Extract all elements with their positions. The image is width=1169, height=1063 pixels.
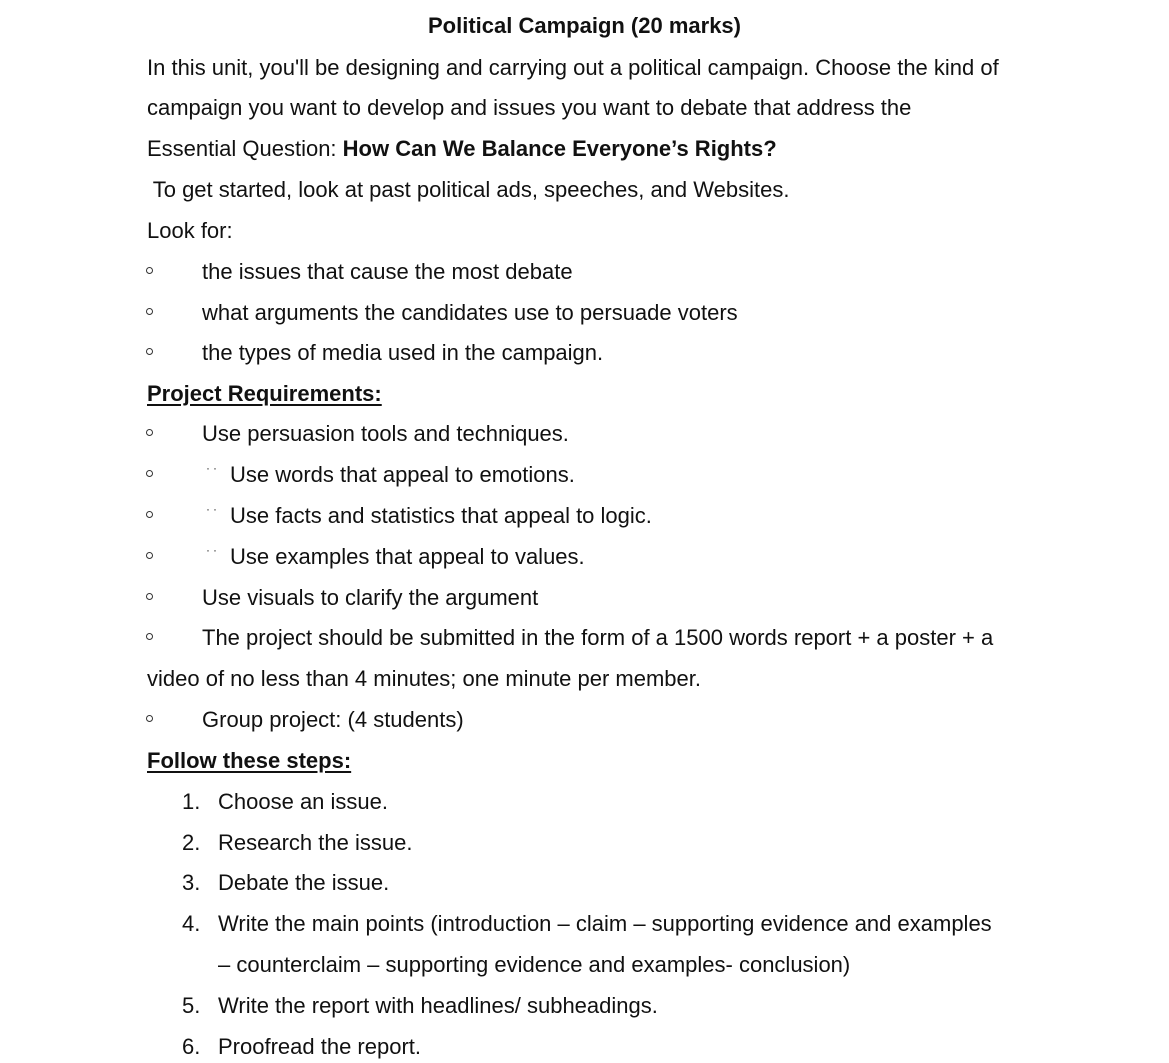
sub-bullet-marker: ·· <box>206 461 220 475</box>
step-text: Write the report with headlines/ subheadings. <box>218 993 658 1018</box>
requirement-sub-text: Use words that appeal to emotions. <box>230 462 575 487</box>
intro-line-4: To get started, look at past political ads, speeches, and Websites. <box>147 177 790 202</box>
step-text: Proofread the report. <box>218 1034 422 1059</box>
step-item <box>0 1033 1169 1061</box>
bullet-icon <box>146 633 153 640</box>
requirement-item <box>0 584 1169 612</box>
bullet-icon <box>146 348 153 355</box>
essential-question-line <box>147 135 777 163</box>
requirement-text: The project should be submitted in the form of a 1500 words report + a poster + a <box>202 625 994 650</box>
bullet-icon <box>146 511 153 518</box>
requirement-sub-item <box>0 543 1169 571</box>
bullet-icon <box>146 715 153 722</box>
requirement-text: Use persuasion tools and techniques. <box>202 421 569 446</box>
step-text: Debate the issue. <box>218 870 390 895</box>
requirement-sub-item <box>0 502 1169 530</box>
bullet-icon <box>146 470 153 477</box>
list-item-text: what arguments the candidates use to persuade voters <box>202 300 738 325</box>
bullet-icon <box>146 308 153 315</box>
requirement-item <box>0 706 1169 734</box>
sub-bullet-marker: ·· <box>206 543 220 557</box>
requirement-item <box>0 624 1169 652</box>
follow-steps-heading: Follow these steps: <box>147 748 352 773</box>
step-number: 5. <box>182 993 201 1018</box>
essential-question-label: Essential Question: <box>147 136 343 161</box>
step-text: – counterclaim – supporting evidence and examples- conclusion) <box>218 952 851 977</box>
list-item-text: the issues that cause the most debate <box>202 259 573 284</box>
intro-line-2: campaign you want to develop and issues you want to debate that address the <box>147 95 912 120</box>
step-number: 3. <box>182 870 201 895</box>
step-number: 4. <box>182 911 201 936</box>
bullet-icon <box>146 429 153 436</box>
list-item <box>0 299 1169 327</box>
bullet-icon <box>146 552 153 559</box>
step-item <box>0 829 1169 857</box>
list-item-text: the types of media used in the campaign. <box>202 340 604 365</box>
step-item <box>0 992 1169 1020</box>
step-number: 6. <box>182 1034 201 1059</box>
look-for-label: Look for: <box>147 218 233 243</box>
requirement-sub-item <box>0 461 1169 489</box>
step-text: Research the issue. <box>218 830 413 855</box>
bullet-icon <box>146 267 153 274</box>
step-text: Choose an issue. <box>218 789 388 814</box>
project-requirements-heading: Project Requirements: <box>147 381 382 406</box>
essential-question: How Can We Balance Everyone’s Rights? <box>342 136 777 161</box>
bullet-icon <box>146 593 153 600</box>
step-item <box>0 788 1169 816</box>
requirement-sub-text: Use examples that appeal to values. <box>230 544 585 569</box>
requirement-text: Group project: (4 students) <box>202 707 464 732</box>
step-number: 1. <box>182 789 201 814</box>
list-item <box>0 258 1169 286</box>
requirement-text-continuation: video of no less than 4 minutes; one minute per member. <box>147 666 701 691</box>
requirement-text: Use visuals to clarify the argument <box>202 585 539 610</box>
document-title: Political Campaign (20 marks) <box>428 13 741 38</box>
intro-line-1: In this unit, you'll be designing and carrying out a political campaign. Choose the kind of <box>147 55 999 80</box>
step-number: 2. <box>182 830 201 855</box>
requirement-item <box>0 420 1169 448</box>
step-text: Write the main points (introduction – claim – supporting evidence and examples <box>218 911 992 936</box>
sub-bullet-marker: ·· <box>206 502 220 516</box>
list-item <box>0 339 1169 367</box>
requirement-sub-text: Use facts and statistics that appeal to logic. <box>230 503 652 528</box>
step-item-continuation <box>0 951 1169 979</box>
step-item <box>0 869 1169 897</box>
step-item <box>0 910 1169 938</box>
